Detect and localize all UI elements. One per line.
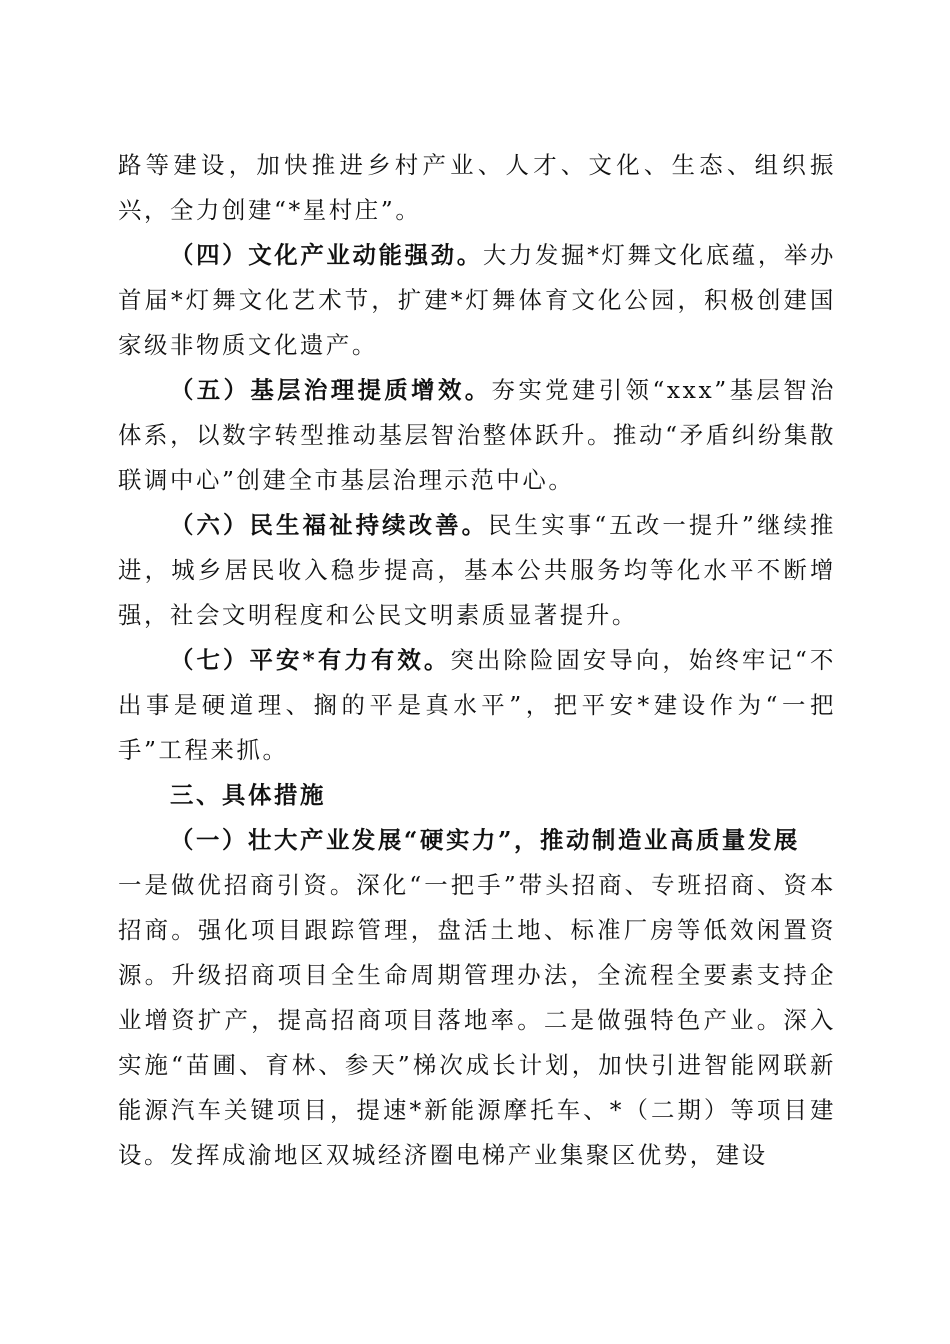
item-5-body: 夯实党建引领“xxx”基层智治体系，以数字转型推动基层智治整体跃升。推动“矛盾纠纷集散联调中心”创建全市基层治理示范中心。 — [118, 376, 836, 494]
item-7-title: （七）平安*有力有效。 — [170, 646, 451, 674]
item-6-title: （六）民生福祉持续改善。 — [170, 511, 489, 539]
measure-1-body: 一是做优招商引资。深化“一把手”带头招商、专班招商、资本招商。强化项目跟踪管理，盘活土地、标准厂房等低效闲置资源。升级招商项目全生命周期管理办法，全流程全要素支持企业增资扩产，提高招商项目落地率。二是做强特色产业。深入实施“苗圃、育林、参天”梯次成长计划，加快引进智能网联新能源汽车关键项目，提速*新能源摩托车、*（二期）等项目建设。发挥成渝地区双城经济圈电梯产业集聚区优势，建设 — [118, 871, 836, 1169]
item-5-title: （五）基层治理提质增效。 — [170, 376, 492, 404]
paragraph-item-7 — [118, 638, 836, 773]
paragraph-continuation: 路等建设，加快推进乡村产业、人才、文化、生态、组织振兴，全力创建“*星村庄”。 — [118, 151, 836, 224]
document-body — [118, 143, 836, 1178]
paragraph-item-5 — [118, 368, 836, 503]
item-6-body: 民生实事“五改一提升”继续推进，城乡居民收入稳步提高，基本公共服务均等化水平不断增强，社会文明程度和公民文明素质显著提升。 — [118, 511, 836, 629]
item-4-title: （四）文化产业动能强劲。 — [170, 241, 483, 269]
section-3-heading: 三、具体措施 — [170, 781, 326, 809]
paragraph-item-6 — [118, 503, 836, 638]
item-4-body: 大力发掘*灯舞文化底蕴，举办首届*灯舞文化艺术节，扩建*灯舞体育文化公园，积极创建国家级非物质文化遗产。 — [118, 241, 836, 359]
measure-1-title: （一）壮大产业发展“硬实力”，推动制造业高质量发展 — [170, 826, 800, 854]
item-7-body: 突出除险固安导向，始终牢记“不出事是硬道理、搁的平是真水平”，把平安*建设作为“一把手”工程来抓。 — [118, 646, 836, 764]
paragraph-item-4 — [118, 233, 836, 368]
